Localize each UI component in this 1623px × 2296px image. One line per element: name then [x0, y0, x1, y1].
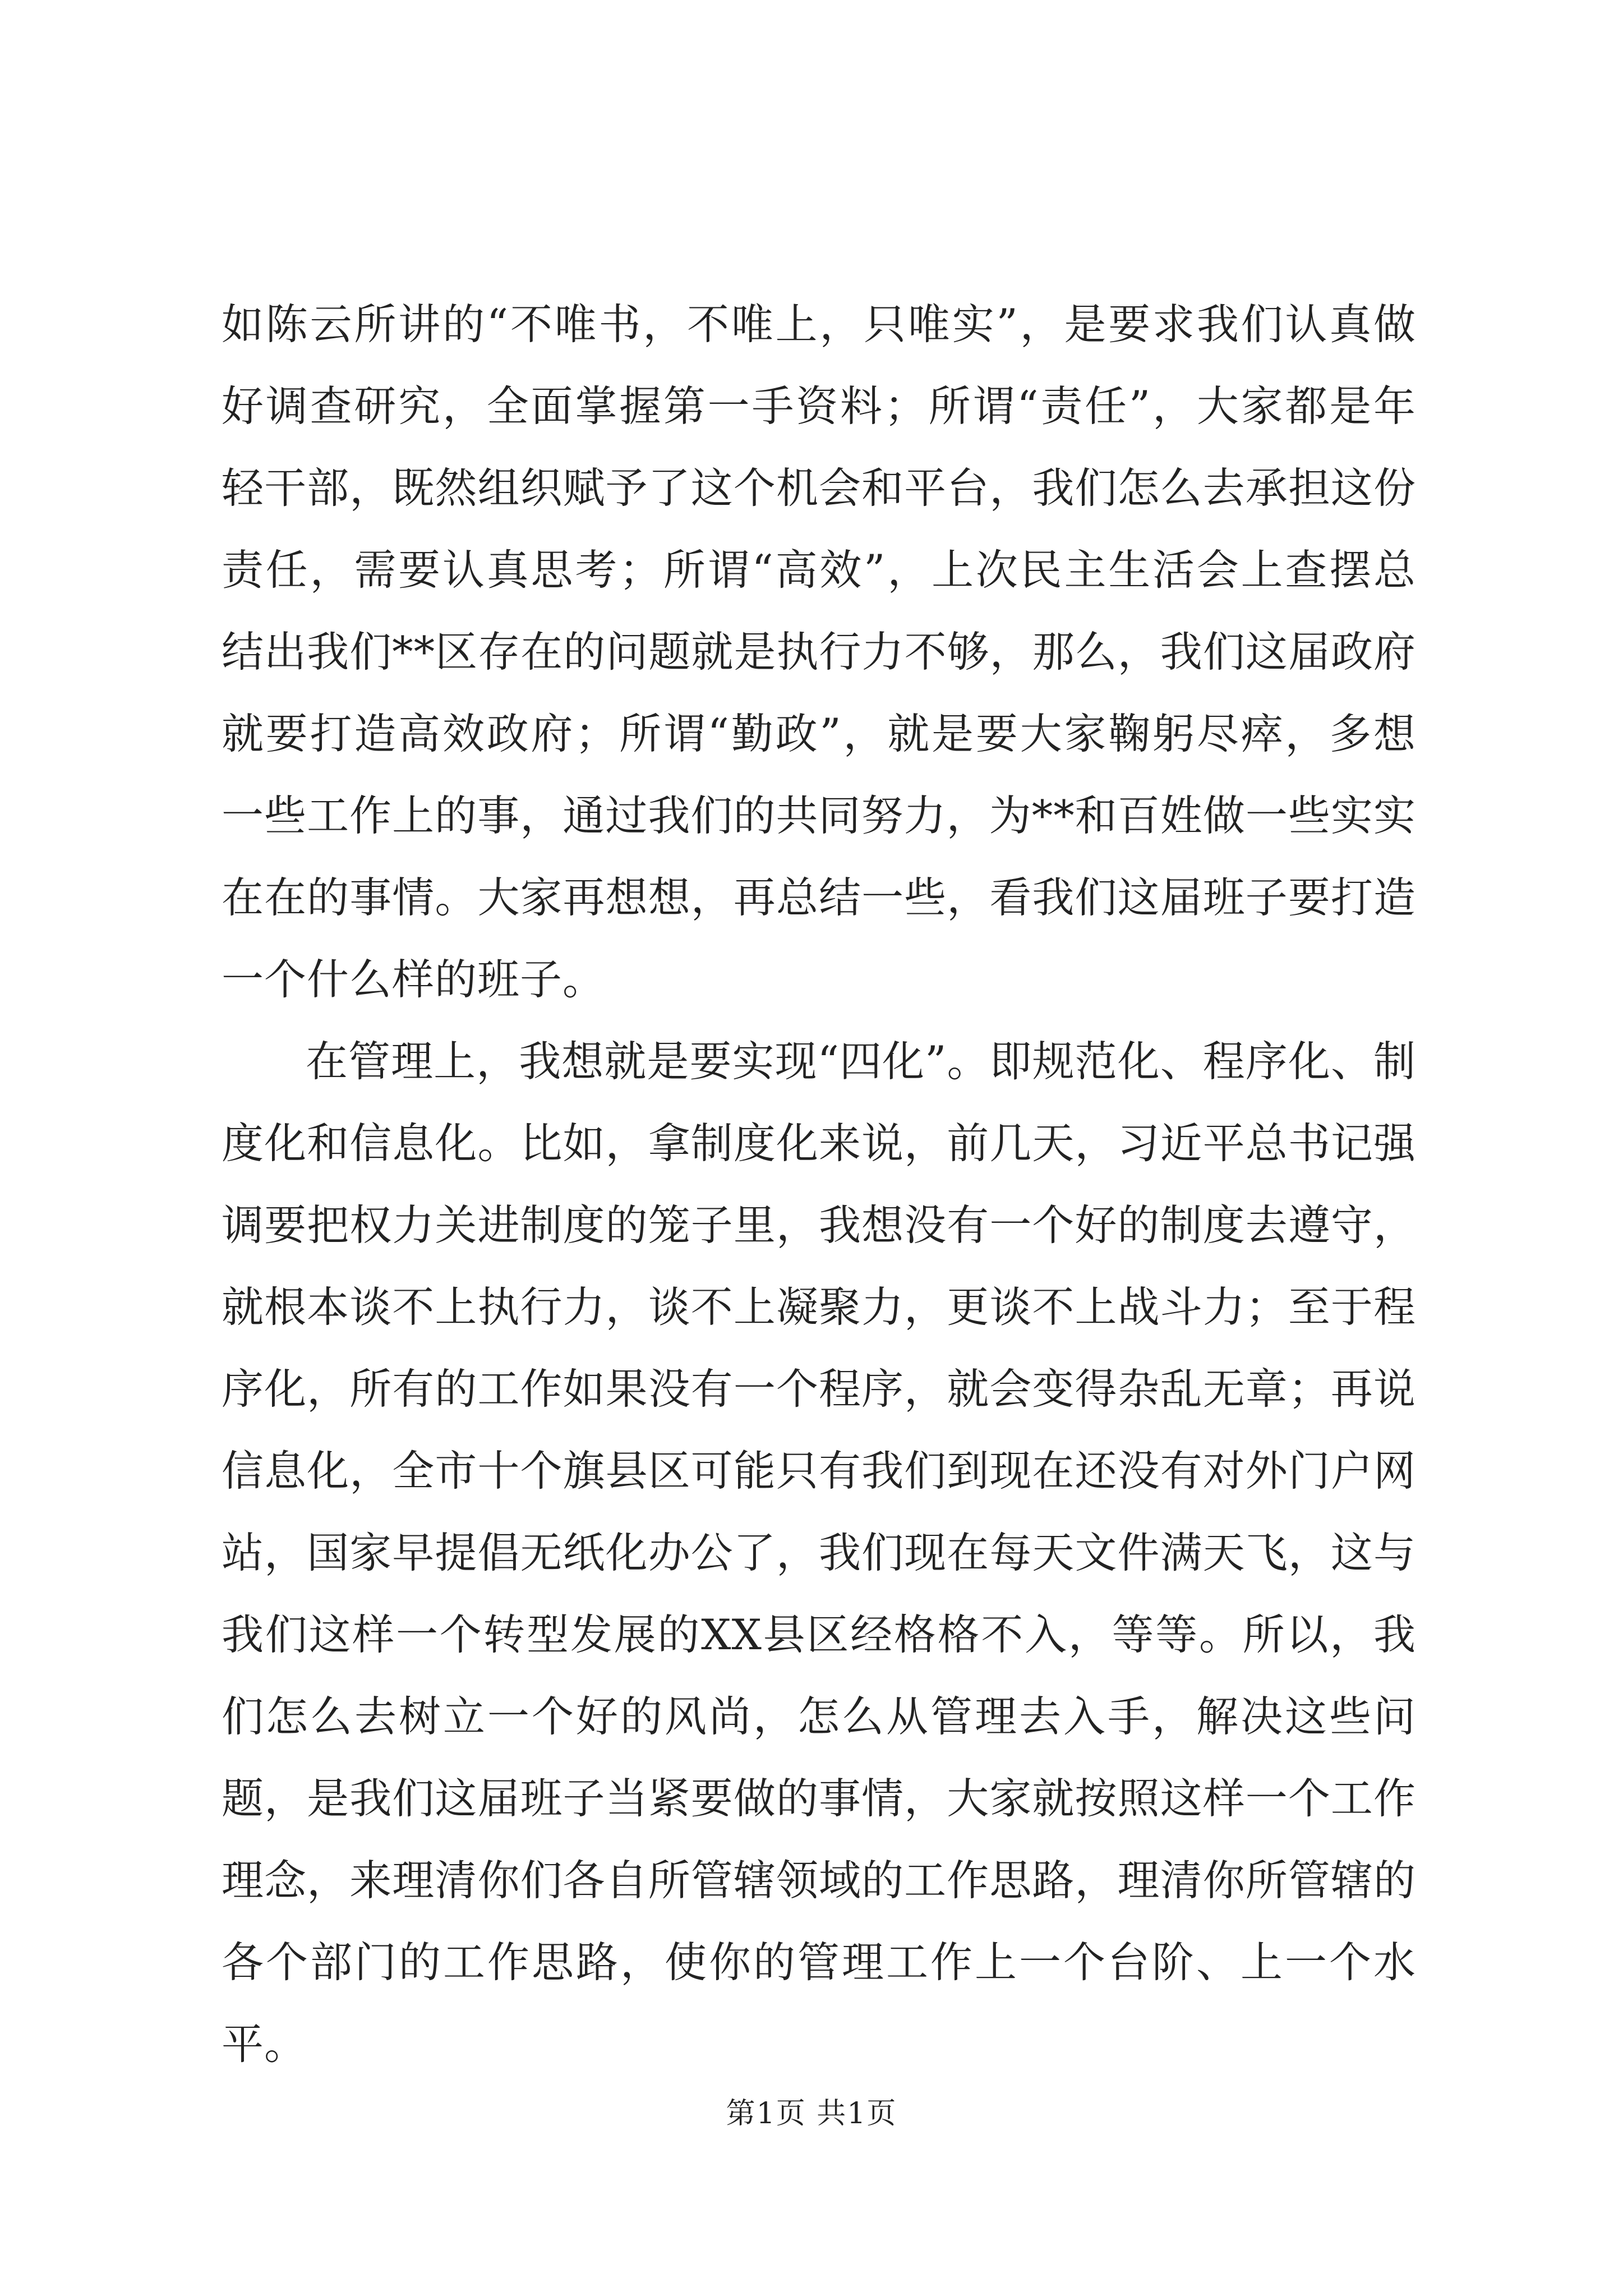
document-body	[222, 283, 1416, 2085]
paragraph-1: 如陈云所讲的“不唯书，不唯上，只唯实”，是要求我们认真做好调查研究，全面掌握第一手资料；所谓“责任”，大家都是年轻干部，既然组织赋予了这个机会和平台，我们怎么去承担这份责任，需要认真思考；所谓“高效”，上次民主生活会上查摆总结出我们**区存在的问题就是执行力不够，那么，我们这届政府就要打造高效政府；所谓“勤政”，就是要大家鞠躬尽瘁，多想一些工作上的事，通过我们的共同努力，为**和百姓做一些实实在在的事情。大家再想想，再总结一些，看我们这届班子要打造一个什么样的班子。	[222, 300, 1416, 1004]
page-footer: 第1页 共1页	[726, 2097, 897, 2131]
paragraph-2: 在管理上，我想就是要实现“四化”。即规范化、程序化、制度化和信息化。比如，拿制度化来说，前几天，习近平总书记强调要把权力关进制度的笼子里，我想没有一个好的制度去遵守，就根本谈不上执行力，谈不上凝聚力，更谈不上战斗力；至于程序化，所有的工作如果没有一个程序，就会变得杂乱无章；再说信息化，全市十个旗县区可能只有我们到现在还没有对外门户网站，国家早提倡无纸化办公了，我们现在每天文件满天飞，这与我们这样一个转型发展的XX县区经格格不入，等等。所以，我们怎么去树立一个好的风尚，怎么从管理去入手，解决这些问题，是我们这届班子当紧要做的事情，大家就按照这样一个工作理念，来理清你们各自所管辖领域的工作思路，理清你所管辖的各个部门的工作思路，使你的管理工作上一个台阶、上一个水平。	[222, 1037, 1416, 2069]
